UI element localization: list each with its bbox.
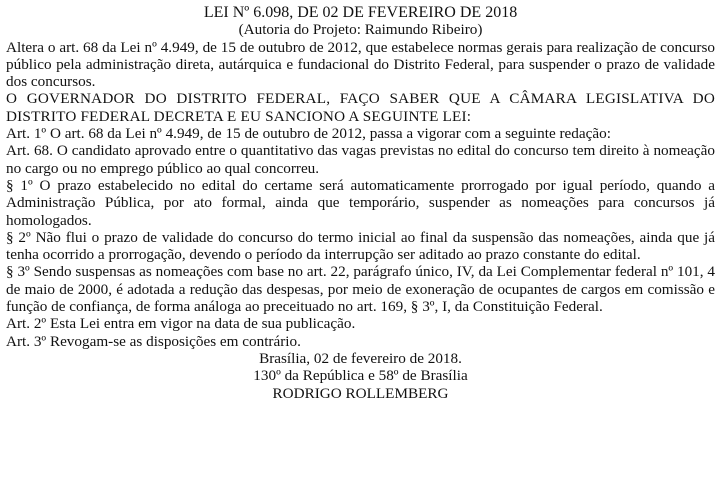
paragraph-1: § 1º O prazo estabelecido no edital do certame será automaticamente prorrogado por igual período, quando a Administração Pública, por ato formal, ainda que temporário, suspender as nomeações para concursos já homologados.	[6, 176, 715, 229]
law-ementa: Altera o art. 68 da Lei nº 4.949, de 15 de outubro de 2012, que estabelece normas gerais para realização de concurso público pela administração direta, autárquica e fundacional do Distrito Federal, para suspender o prazo de validade dos concursos.	[6, 38, 715, 91]
signatory: RODRIGO ROLLEMBERG	[272, 384, 449, 402]
article-68: Art. 68. O candidato aprovado entre o quantitativo das vagas previstas no edital do concurso tem direito à nomeação no cargo ou no emprego público ao qual concorreu.	[6, 142, 715, 177]
enactment-clause: O GOVERNADOR DO DISTRITO FEDERAL, FAÇO SABER QUE A CÂMARA LEGISLATIVA DO DISTRITO FEDERAL DECRETA E EU SANCIONO A SEGUINTE LEI:	[6, 90, 715, 125]
law-authorship: (Autoria do Projeto: Raimundo Ribeiro)	[238, 21, 483, 39]
article-2: Art. 2º Esta Lei entra em vigor na data de sua publicação.	[6, 315, 356, 333]
paragraph-3: § 3º Sendo suspensas as nomeações com base no art. 22, parágrafo único, IV, da Lei Complementar federal nº 101, 4 de maio de 2000, é adotada a redução das despesas, por meio de exoneração de ocupantes de cargos em comissão e função de confiança, de forma análoga ao preceituado no art. 169, § 3º, I, da Constituição Federal.	[6, 263, 715, 316]
paragraph-2: § 2º Não flui o prazo de validade do concurso do termo inicial ao final da suspensão das nomeações, ainda que já tenha ocorrido a prorrogação, devendo o período da interrupção ser aditado ao prazo constante do edital.	[6, 228, 715, 264]
place-date: Brasília, 02 de fevereiro de 2018.	[259, 349, 462, 367]
years-line: 130º da República e 58º de Brasília	[253, 367, 468, 385]
law-title: LEI Nº 6.098, DE 02 DE FEVEREIRO DE 2018	[203, 4, 518, 21]
article-3: Art. 3º Revogam-se as disposições em contrário.	[6, 332, 301, 350]
article-1: Art. 1º O art. 68 da Lei nº 4.949, de 15 de outubro de 2012, passa a vigorar com a seguinte redação:	[6, 125, 611, 143]
